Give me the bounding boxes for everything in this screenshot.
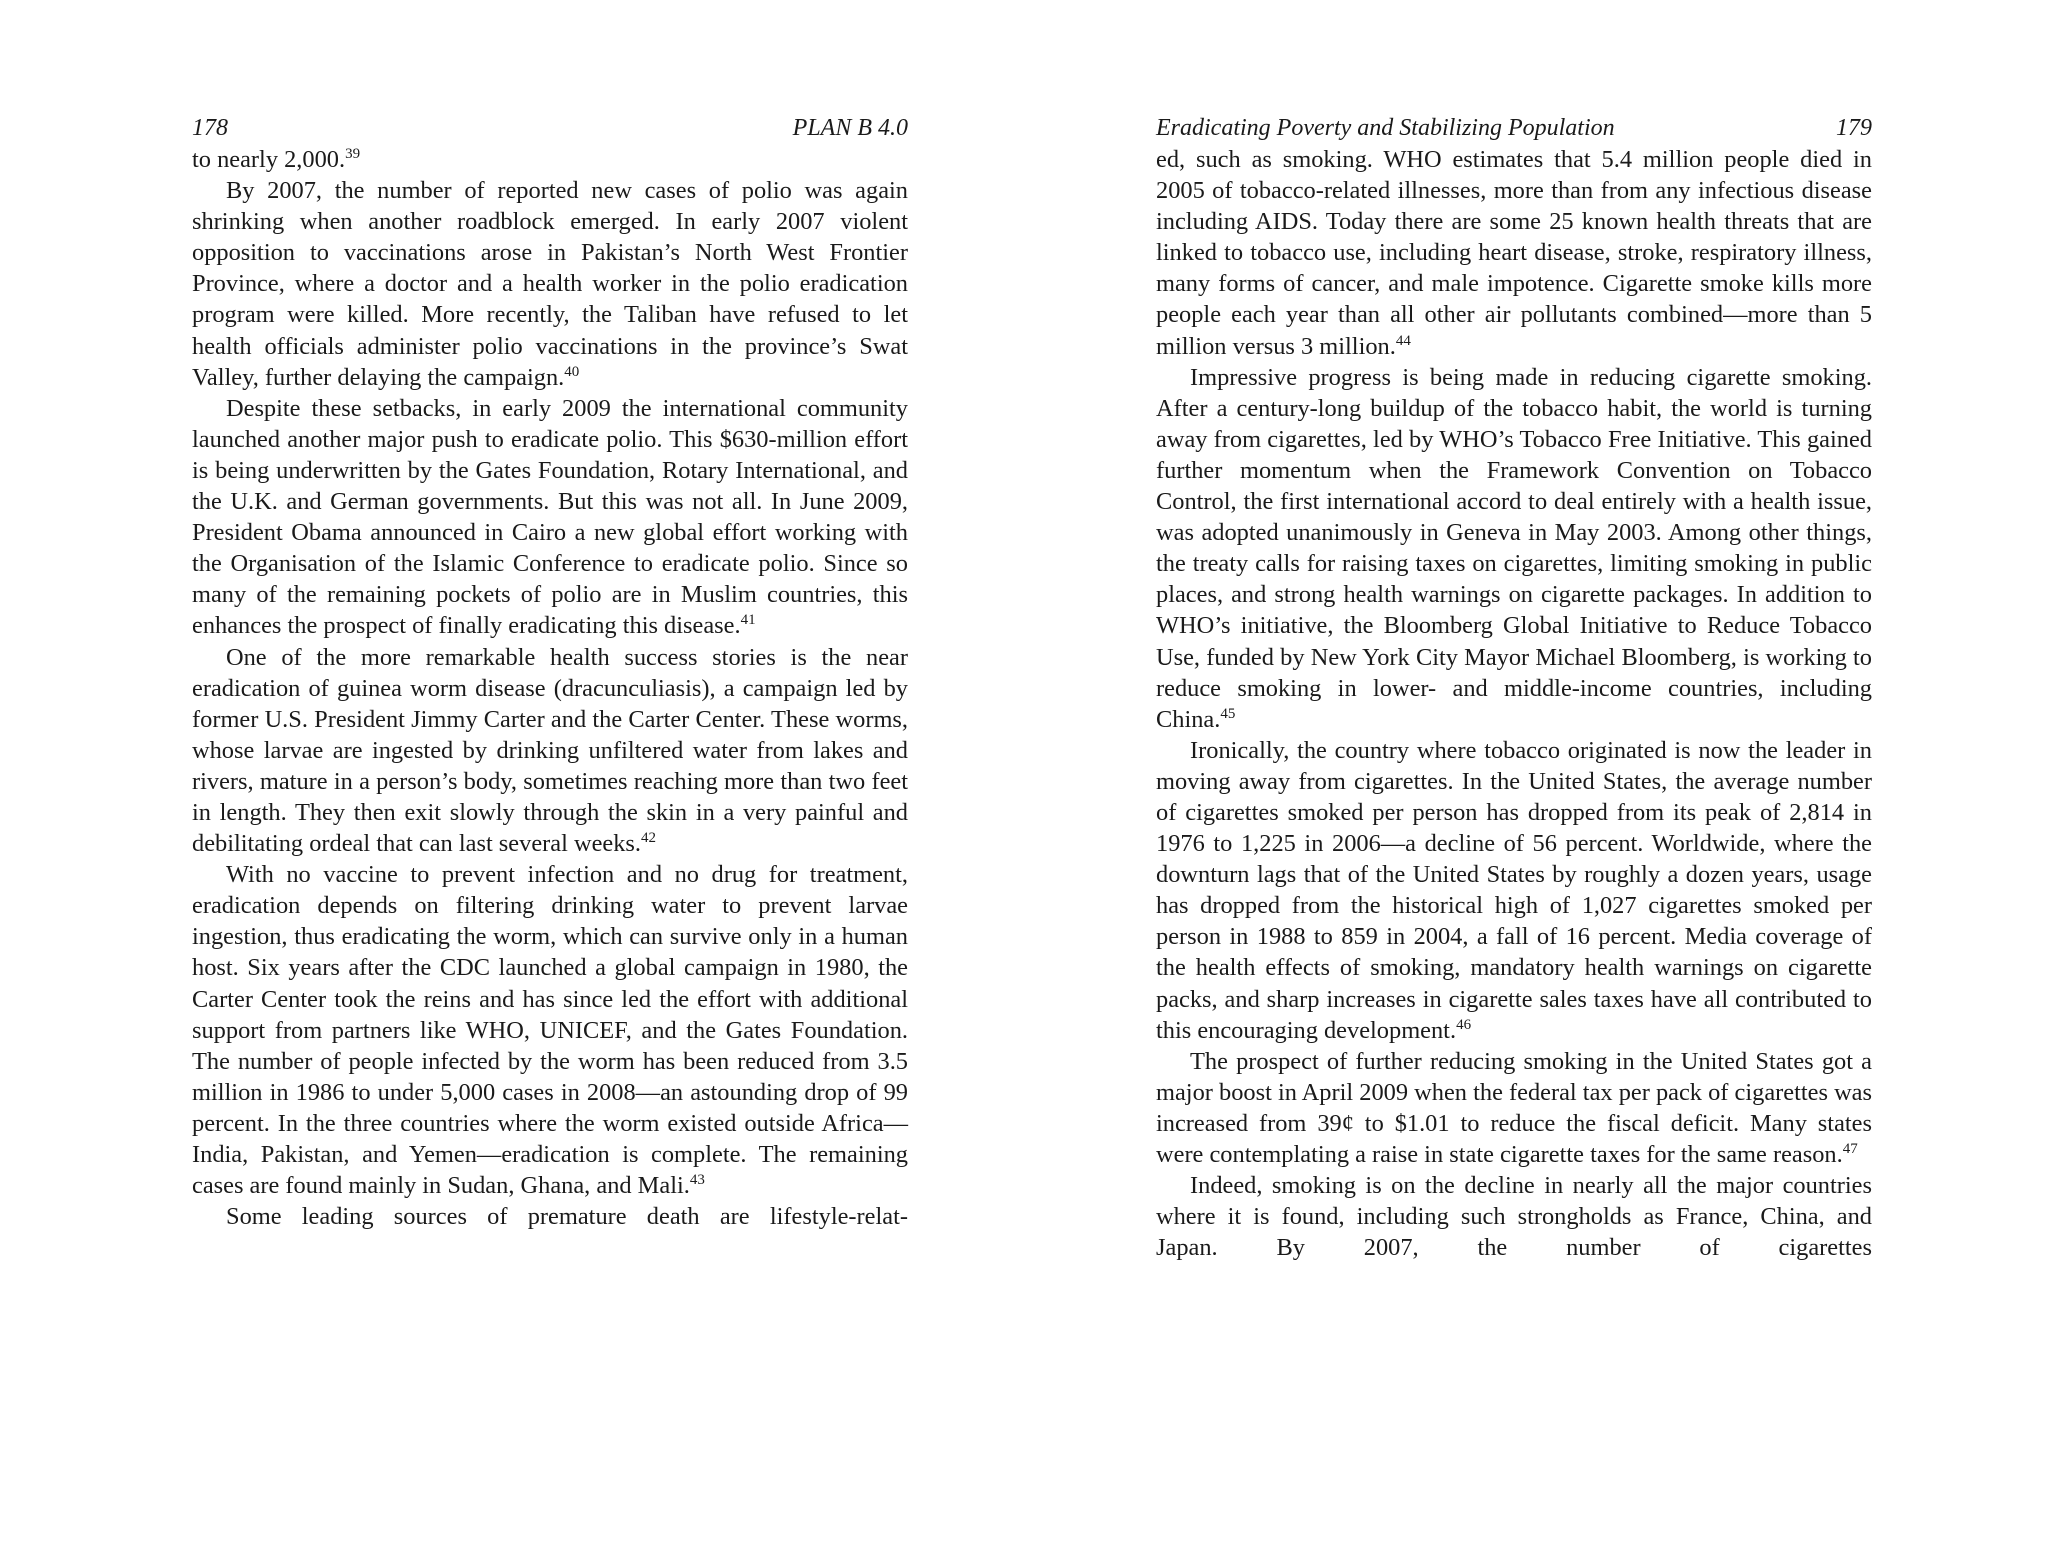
paragraph: The prospect of further reducing smoking in the United States got a major boost in April 2009 when the federal tax per pack of cigarettes was increased from 39¢ to $1.01 to reduce the fiscal deficit. Many states were contemplating a raise in state cigarette taxes for the same reason.$^{47}$ [1156,1047,1872,1168]
paragraph: One of the more remarkable health success stories is the near eradication of guinea worm disease (dracunculiasis), a campaign led by former U.S. President Jimmy Carter and the Carter Center. These worms, whose larvae are ingested by drinking unfiltered water from lakes and rivers, mature in a person’s body, sometimes reaching more than two feet in length. They then exit slowly through the skin in a very painful and debilitating ordeal that can last several weeks.$^{42}$ [192,643,908,858]
footnote-ref: 44 [1395,332,1411,349]
paragraph: Ironically, the country where tobacco originated is now the leader in moving away from cigarettes. In the United States, the average number of cigarettes smoked per person has dropped from its peak of 2,814 in 1976 to 1,225 in 2006—a decline of 56 percent. Worldwide, where the downturn lags that of the United States by roughly a dozen years, usage has dropped from the historical high of 1,027 cigarettes smoked per person in 1988 to 859 in 2004, a fall of 16 percent. Media coverage of the health effects of smoking, mandatory health warnings on cigarette packs, and sharp increases in cigarette sales taxes have all contributed to this encouraging development.$^{46}$ [1156,736,1872,1044]
left-running-head [192,112,908,144]
right-running-head [1156,112,1872,144]
footnote-ref: 39 [345,146,361,162]
right-page-number: 179 [1836,115,1872,141]
paragraph: Indeed, smoking is on the decline in nearly all the major countries where it is found, including such strongholds as France, China, and Japan. By 2007, the number of cigarettes [1156,1172,1872,1262]
paragraph: to nearly 2,000.39 [192,146,361,173]
left-page [192,112,908,1232]
right-body-text [1156,144,1872,1263]
paragraph: Some leading sources of premature death are lifestyle-relat- [226,1203,908,1231]
footnote-ref: 45 [1220,705,1236,722]
paragraph: Despite these setbacks, in early 2009 the international community launched another major push to eradicate polio. This $630-million effort is being underwritten by the Gates Foundation, Rotary International, and the U.K. and German governments. But this was not all. In June 2009, President Obama announced in Cairo a new global effort working with the Organisation of the Islamic Conference to eradicate polio. Since so many of the remaining pockets of polio are in Muslim countries, this enhances the prospect of finally eradicating this disease.$^{41}$ [192,394,908,640]
left-body-text [192,144,908,1232]
paragraph: By 2007, the number of reported new cases of polio was again shrinking when another roadblock emerged. In early 2007 violent opposition to vaccinations arose in Pakistan’s North West Frontier Province, where a doctor and a health worker in the polio eradication program were killed. More recently, the Taliban have refused to let health officials administer polio vaccinations in the province’s Swat Valley, further delaying the campaign.$^{40}$ [192,177,908,391]
footnote-ref: 46 [1456,1016,1472,1033]
footnote-ref: 42 [641,830,657,847]
footnote-ref: 40 [564,363,580,380]
left-page-number: 178 [192,115,228,141]
right-page [1156,112,1872,1263]
paragraph: With no vaccine to prevent infection and no drug for treatment, eradication depends on filtering drinking water to prevent larvae ingestion, thus eradicating the worm, which can survive only in a human host. Six years after the CDC launched a global campaign in 1980, the Carter Center took the reins and has since led the effort with additional support from partners like WHO, UNICEF, and the Gates Foundation. The number of people infected by the worm has been reduced from 3.5 million in 1986 to under 5,000 cases in 2008—an astounding drop of 99 percent. In the three countries where the worm existed outside Africa—India, Pakistan, and Yemen—eradication is complete. The remaining cases are found mainly in Sudan, Ghana, and Mali.$^{43}$ [192,861,908,1200]
footnote-ref: 41 [740,612,756,629]
paragraph: Impressive progress is being made in reducing cigarette smoking. After a century-long buildup of the tobacco habit, the world is turning away from cigarettes, led by WHO’s Tobacco Free Initiative. This gained further momentum when the Framework Convention on Tobacco Control, the first international accord to deal entirely with a health issue, was adopted unanimously in Geneva in May 2003. Among other things, the treaty calls for raising taxes on cigarettes, limiting smoking in public places, and strong health warnings on cigarette packages. In addition to WHO’s initiative, the Bloomberg Global Initiative to Reduce Tobacco Use, funded by New York City Mayor Michael Bloomberg, is working to reduce smoking in lower- and middle-income countries, including China.$^{45}$ [1156,363,1872,733]
right-running-head-title: Eradicating Poverty and Stabilizing Population [1156,115,1615,141]
paragraph: ed, such as smoking. WHO estimates that 5.4 million people died in 2005 of tobacco-related illnesses, more than from any infectious disease including AIDS. Today there are some 25 known health threats that are linked to tobacco use, including heart disease, stroke, respiratory illness, many forms of cancer, and male impotence. Cigarette smoke kills more people each year than all other air pollutants combined—more than 5 million versus 3 million.$^{44}$ [1156,146,1872,360]
left-running-head-title: PLAN B 4.0 [792,115,908,141]
footnote-ref: 43 [689,1172,705,1189]
footnote-ref: 47 [1842,1141,1858,1157]
